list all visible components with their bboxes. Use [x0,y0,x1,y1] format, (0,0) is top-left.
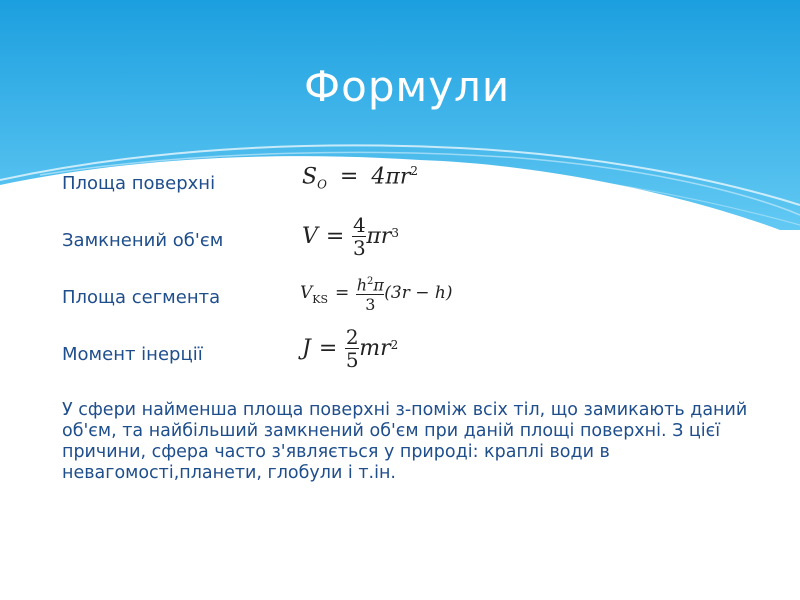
formula-segment-num [357,272,384,294]
label-closed-volume: Замкнений об'єм [62,230,224,251]
formula-surface-area [302,164,418,192]
formula-volume-den: 3 [352,236,366,260]
label-surface-area: Площа поверхні [62,173,216,194]
formula-volume-eq: = [325,224,345,249]
formula-segment-num-tail: π [373,275,384,295]
formula-segment-den: 3 [365,295,376,315]
formula-surface-pow: 2 [410,164,418,178]
label-segment-area: Площа сегмента [62,287,221,308]
formula-volume-num: 4 [352,213,366,237]
formula-inertia-eq: = [318,336,338,361]
formula-segment [300,272,453,314]
formula-volume-lhs: V [302,224,318,249]
formula-volume [302,214,399,259]
formula-segment-num-pow: 2 [367,276,374,287]
description-paragraph: У сфери найменша площа поверхні з-поміж всіх тіл, що замикають даний об'єм, та найбільший замкнений об'єм при даній площі поверхні. З цієї причини, сфера часто з'являється у природі: краплі води в невагомості,планети, глобули і т.ін. [62,400,748,483]
formula-segment-num-base: h [356,275,367,295]
formula-inertia-num: 2 [345,325,359,349]
formula-segment-eq: = [335,283,350,304]
formula-volume-rhs: πr [366,224,392,249]
formula-segment-rhs: (3r − h) [384,283,453,304]
formula-inertia-lhs: J [302,336,311,361]
formula-volume-fraction [352,214,366,259]
formula-surface-sub: O [317,177,327,192]
label-moment-of-inertia: Момент інерції [62,344,203,365]
formula-surface-rhs: 4πr [371,164,411,190]
formula-segment-lhs: V [300,283,313,304]
formula-inertia-den: 5 [345,348,359,372]
formula-inertia [302,326,398,371]
formula-inertia-fraction [345,326,359,371]
formula-segment-fraction [356,272,384,314]
header-background [0,0,800,230]
formula-inertia-pow: 2 [390,338,399,352]
formula-surface-lhs: S [302,164,318,190]
formula-inertia-rhs: mr [359,336,391,361]
page-title: Формули [304,62,511,111]
formula-volume-pow: 3 [391,226,399,240]
formula-surface-eq: = [339,164,359,190]
formula-segment-sub: KS [312,293,329,307]
